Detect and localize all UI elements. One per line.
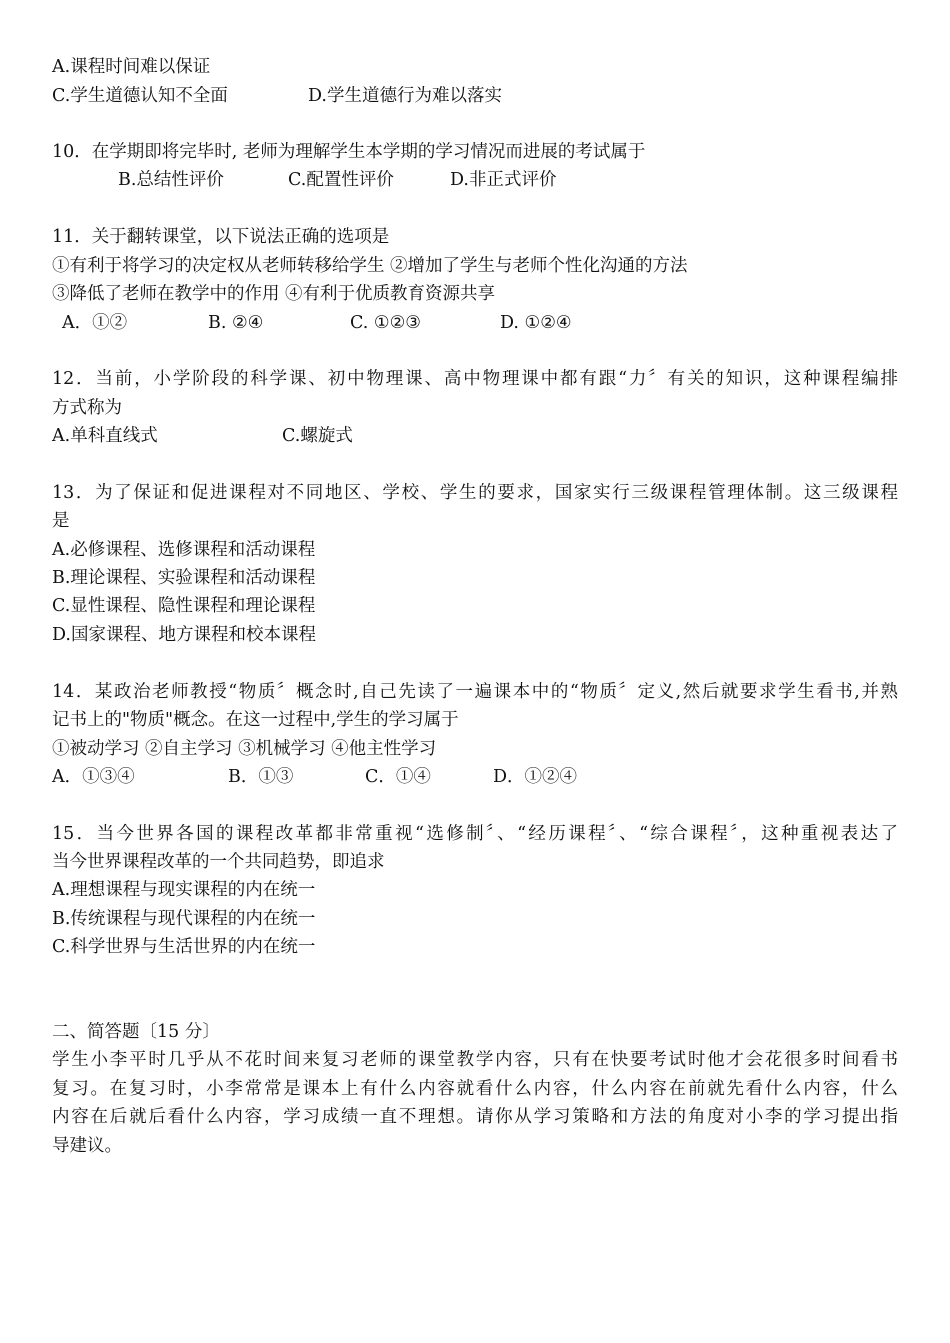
q12-option-c: C.螺旋式 (282, 426, 353, 446)
q15-option-c: C.科学世界与生活世界的内在统一 (52, 937, 316, 957)
q14-option-d: D．①②④ (493, 767, 578, 787)
section-2-paragraph-line-3: 内容在后就后看什么内容，学习成绩一直不理想。请你从学习策略和方法的角度对小李的学习提出指 (52, 1107, 898, 1127)
q12-option-a: A.单科直线式 (52, 426, 158, 446)
q14-option-a: A．①③④ (52, 767, 135, 787)
q13-option-b: B.理论课程、实验课程和活动课程 (52, 568, 316, 588)
q11-option-a: A．①② (62, 313, 128, 333)
q10-option-d: D.非正式评价 (450, 170, 557, 190)
q10-option-c: C.配置性评价 (288, 170, 394, 190)
q13-stem-line-2: 是 (52, 511, 70, 531)
q11-statements-2: ③降低了老师在教学中的作用 ④有利于优质教育资源共享 (52, 284, 496, 304)
q13-stem-line-1: 13．为了保证和促进课程对不同地区、学校、学生的要求，国家实行三级课程管理体制。这三级课程 (52, 483, 898, 503)
q9-option-a: A.课程时间难以保证 (52, 57, 211, 77)
q11-statements-1: ①有利于将学习的决定权从老师转移给学生 ②增加了学生与老师个性化沟通的方法 (52, 256, 688, 276)
q12-stem-line-2: 方式称为 (52, 398, 122, 418)
section-2-paragraph-line-1: 学生小李平时几乎从不花时间来复习老师的课堂教学内容，只有在快要考试时他才会花很多时间看书 (52, 1050, 898, 1070)
q11-option-b: B. ②④ (208, 313, 264, 333)
q13-option-d: D.国家课程、地方课程和校本课程 (52, 625, 316, 645)
q9-option-c: C.学生道德认知不全面 (52, 86, 228, 106)
q15-stem-line-1: 15．当今世界各国的课程改革都非常重视“选修制〞、“经历课程〞、“综合课程〞，这种重视表达了 (52, 824, 898, 844)
q13-option-c: C.显性课程、隐性课程和理论课程 (52, 596, 316, 616)
q15-option-b: B.传统课程与现代课程的内在统一 (52, 909, 316, 929)
q11-option-d: D. ①②④ (500, 313, 572, 333)
q15-stem-line-2: 当今世界课程改革的一个共同趋势，即追求 (52, 852, 385, 872)
section-2-heading: 二、简答题〔15 分〕 (52, 1022, 220, 1042)
q12-stem-line-1: 12．当前，小学阶段的科学课、初中物理课、高中物理课中都有跟“力〞有关的知识，这种课程编排 (52, 369, 898, 389)
q14-stem-line-2: 记书上的"物质"概念。在这一过程中,学生的学习属于 (52, 710, 459, 730)
q13-option-a: A.必修课程、选修课程和活动课程 (52, 540, 316, 560)
q9-option-d: D.学生道德行为难以落实 (308, 86, 502, 106)
section-2-paragraph-line-4: 导建议。 (52, 1136, 122, 1156)
q11-stem: 11．关于翻转课堂，以下说法正确的选项是 (52, 227, 390, 247)
q10-stem: 10．在学期即将完毕时, 老师为理解学生本学期的学习情况而进展的考试属于 (52, 142, 646, 162)
q14-option-c: C．①④ (365, 767, 431, 787)
q15-option-a: A.理想课程与现实课程的内在统一 (52, 880, 316, 900)
q11-option-c: C. ①②③ (350, 313, 421, 333)
section-2-paragraph-line-2: 复习。在复习时，小李常常是课本上有什么内容就看什么内容，什么内容在前就先看什么内容，什么 (52, 1079, 898, 1099)
q14-stem-line-1: 14．某政治老师教授“物质〞概念时,自己先读了一遍课本中的“物质〞定义,然后就要求学生看书,并熟 (52, 682, 898, 702)
q10-option-b: B.总结性评价 (118, 170, 224, 190)
q14-items: ①被动学习 ②自主学习 ③机械学习 ④他主性学习 (52, 739, 437, 759)
q14-option-b: B．①③ (228, 767, 294, 787)
